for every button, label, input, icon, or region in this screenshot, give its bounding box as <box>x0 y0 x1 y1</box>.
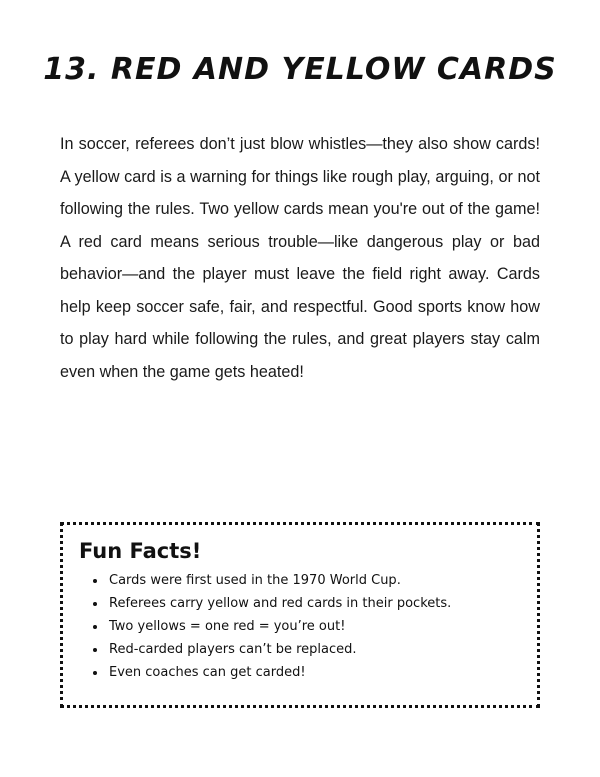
fun-fact-item: • Two yellows = one red = you’re out! <box>107 615 523 638</box>
body-paragraph: In soccer, referees don’t just blow whistles—they also show cards! A yellow card is a warning for things like rough play, arguing, or not following the rules. Two yellow cards mean you're out of the game! A red card means serious trouble—like dangerous play or bad behavior—and the player must leave the field right away. Cards help keep soccer safe, fair, and respectful. Good sports know how to play hard while following the rules, and great players stay calm even when the game gets heated! <box>60 135 540 381</box>
fun-facts-box <box>60 522 540 708</box>
page-title: 13. RED AND YELLOW CARDS <box>43 52 557 87</box>
fun-fact-item: • Red-carded players can’t be replaced. <box>107 638 523 661</box>
fun-facts-list <box>79 569 523 684</box>
fun-facts-heading: Fun Facts! <box>79 539 202 563</box>
fun-fact-item: • Even coaches can get carded! <box>107 661 523 684</box>
fun-fact-item: • Referees carry yellow and red cards in their pockets. <box>107 592 523 615</box>
fun-fact-item: • Cards were first used in the 1970 World Cup. <box>107 569 523 592</box>
